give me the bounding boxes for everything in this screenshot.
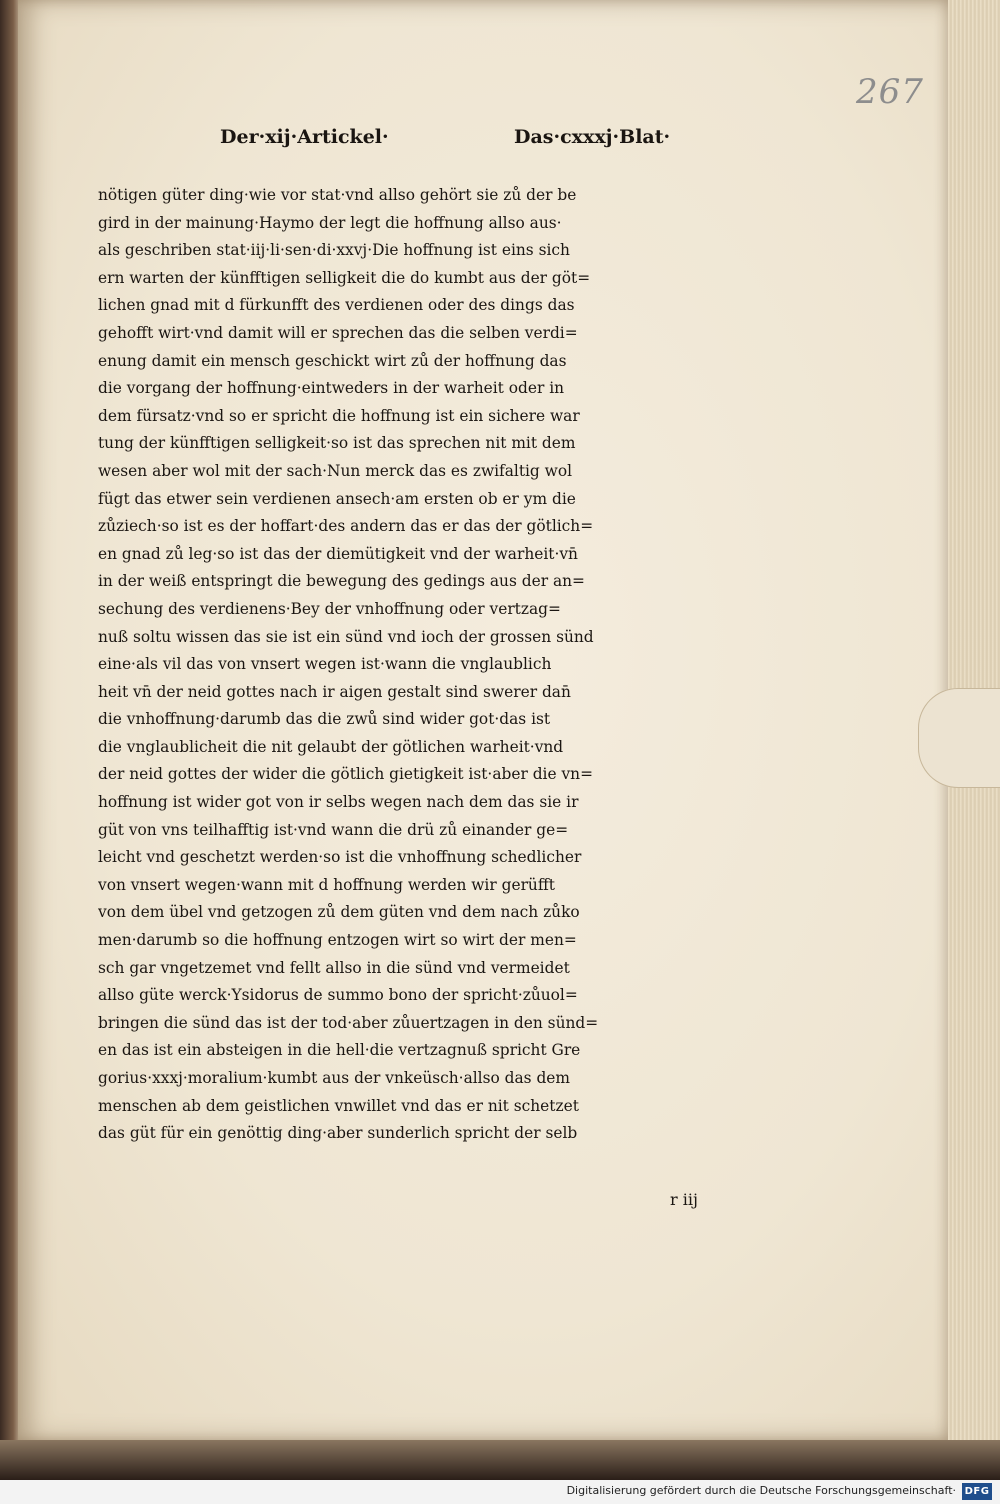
footer-bar [0, 1480, 1000, 1504]
footer-credit: Digitalisierung gefördert durch die Deutsche Forschungsgemeinschaft· [566, 1484, 956, 1497]
signature-mark: r iij [670, 1190, 698, 1209]
text-line: die vnhoffnung·darumb das die zwů sind wider got·das ist [98, 710, 551, 729]
text-line: menschen ab dem geistlichen vnwillet vnd das er nit schetzet [98, 1096, 579, 1115]
page-bottom-shadow [0, 1440, 1000, 1480]
text-line: nuß soltu wissen das sie ist ein sünd vnd ioch der grossen sünd [98, 627, 594, 646]
text-line: zůziech·so ist es der hoffart·des andern das er das der götlich= [98, 517, 594, 536]
text-line: hoffnung ist wider got von ir selbs wegen nach dem das sie ir [98, 793, 579, 812]
main-text-block [98, 182, 722, 1148]
text-line: dem fürsatz·vnd so er spricht die hoffnung ist ein sichere war [98, 406, 580, 425]
text-line: die vnglaublicheit die nit gelaubt der götlichen warheit·vnd [98, 737, 564, 756]
text-line: gorius·xxxj·moralium·kumbt aus der vnkeüsch·allso das dem [98, 1069, 571, 1087]
text-line: fügt das etwer sein verdienen ansech·am ersten ob er ym die [98, 489, 576, 508]
text-line: das güt für ein genöttig ding·aber sunderlich spricht der selb [98, 1124, 578, 1143]
running-head-left: Der·xij·Artickel· [220, 126, 389, 148]
text-line: gird in der mainung·Haymo der legt die hoffnung allso aus· [98, 213, 562, 232]
text-line: heit vn̄ der neid gottes nach ir aigen gestalt sind swerer dan̄ [98, 682, 571, 701]
text-line: sechung des verdienens·Bey der vnhoffnung oder vertzag= [98, 599, 561, 618]
running-head-right: Das·cxxxj·Blat· [514, 126, 671, 148]
text-line: men·darumb so die hoffnung entzogen wirt so wirt der men= [98, 931, 577, 950]
text-line: en gnad zů leg·so ist das der diemütigkeit vnd der warheit·vn̄ [98, 544, 578, 563]
text-line: ern warten der künfftigen selligkeit die do kumbt aus der göt= [98, 268, 591, 287]
text-line: en das ist ein absteigen in die hell·die vertzagnuß spricht Gre [98, 1041, 581, 1060]
text-line: gehofft wirt·vnd damit will er sprechen das die selben verdi= [98, 323, 578, 342]
book-page [18, 0, 948, 1440]
text-line: von vnsert wegen·wann mit d hoffnung werden wir gerüfft [98, 875, 555, 894]
dfg-logo-icon: DFG [962, 1483, 992, 1500]
text-line: güt von vns teilhafftig ist·vnd wann die drü zů einander ge= [98, 820, 569, 839]
text-line: als geschriben stat·iij·li·sen·di·xxvj·Die hoffnung ist eins sich [98, 241, 570, 260]
text-line: sch gar vngetzemet vnd fellt allso in die sünd vnd vermeidet [98, 958, 570, 977]
text-line: wesen aber wol mit der sach·Nun merck das es zwifaltig wol [98, 461, 573, 480]
text-line: der neid gottes der wider die götlich gietigkeit ist·aber die vn= [98, 765, 593, 784]
text-line: leicht vnd geschetzt werden·so ist die vnhoffnung schedlicher [98, 848, 582, 867]
text-line: von dem übel vnd getzogen zů dem güten vnd dem nach zůko [98, 903, 580, 922]
text-line: nötigen güter ding·wie vor stat·vnd allso gehört sie zů der be [98, 186, 577, 204]
bookmark-tab [918, 688, 1000, 788]
text-line: eine·als vil das von vnsert wegen ist·wann die vnglaublich [98, 655, 552, 674]
text-line: lichen gnad mit d fürkunfft des verdienen oder des dings das [98, 296, 575, 315]
text-line: in der weiß entspringt die bewegung des gedings aus der an= [98, 572, 585, 591]
folio-number: 267 [856, 72, 924, 112]
text-line: bringen die sünd das ist der tod·aber zůuertzagen in den sünd= [98, 1013, 599, 1032]
text-line: allso güte werck·Ysidorus de summo bono der spricht·zůuol= [98, 986, 578, 1005]
text-line: die vorgang der hoffnung·eintweders in der warheit oder in [98, 379, 565, 398]
text-line: enung damit ein mensch geschickt wirt zů der hoffnung das [98, 351, 567, 370]
text-line: tung der künfftigen selligkeit·so ist das sprechen nit mit dem [98, 434, 576, 453]
